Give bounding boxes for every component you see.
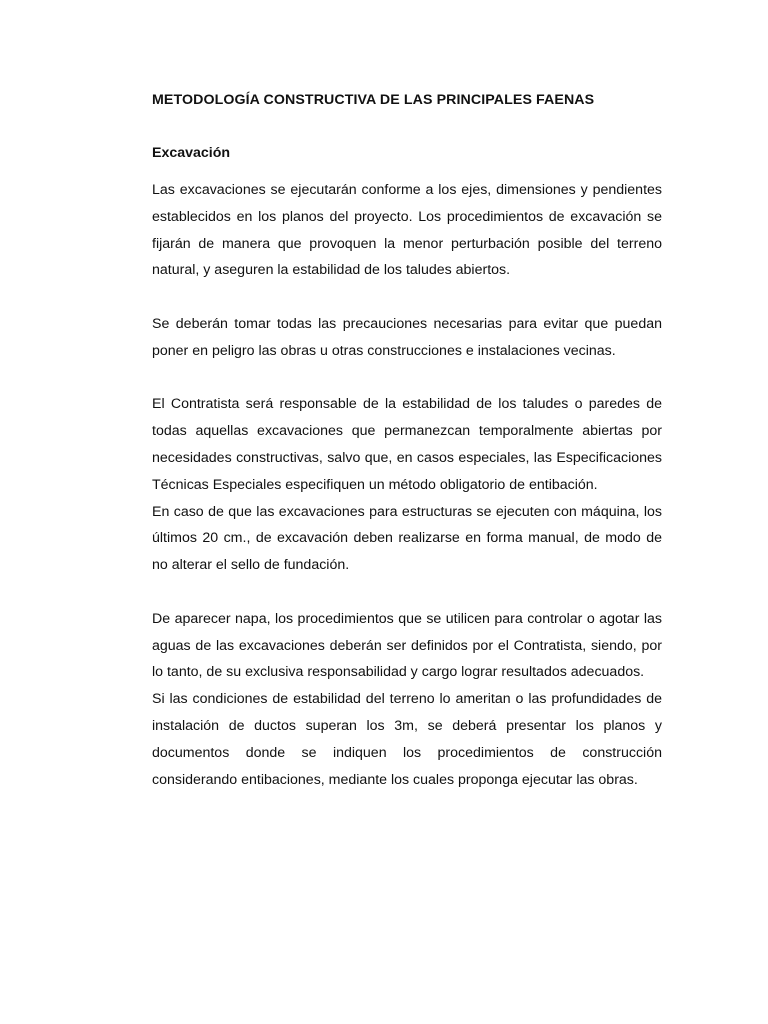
section-heading: Excavación bbox=[152, 145, 231, 161]
document-body bbox=[152, 90, 662, 793]
paragraph: En caso de que las excavaciones para estructuras se ejecuten con máquina, los últimos 20 cm., de excavación deben realizarse en forma manual, de modo de no alterar el sello de fundación. bbox=[152, 503, 662, 574]
paragraph: Las excavaciones se ejecutarán conforme a los ejes, dimensiones y pendientes establecidos en los planos del proyecto. Los procedimientos de excavación se fijarán de manera que provoquen la menor perturbación posible del terreno natural, y aseguren la estabilidad de los taludes abiertos. bbox=[152, 182, 662, 279]
paragraph: De aparecer napa, los procedimientos que se utilicen para controlar o agotar las aguas de las excavaciones deberán ser definidos por el Contratista, siendo, por lo tanto, de su exclusiva responsabilidad y cargo lograr resultados adecuados. bbox=[152, 610, 662, 681]
document-title: METODOLOGÍA CONSTRUCTIVA DE LAS PRINCIPALES FAENAS bbox=[152, 92, 595, 108]
paragraph: Se deberán tomar todas las precauciones necesarias para evitar que puedan poner en peligro las obras u otras construcciones e instalaciones vecinas. bbox=[152, 315, 662, 359]
paragraph: El Contratista será responsable de la estabilidad de los taludes o paredes de todas aquellas excavaciones que permanezcan temporalmente abiertas por necesidades constructivas, salvo que, en casos especiales, las Especificaciones Técnicas Especiales especifiquen un método obligatorio de entibación. bbox=[152, 396, 662, 493]
paragraph: Si las condiciones de estabilidad del terreno lo ameritan o las profundidades de instalación de ductos superan los 3m, se deberá presentar los planos y documentos donde se indiquen los procedimientos de construcción considerando entibaciones, mediante los cuales proponga ejecutar las obras. bbox=[152, 691, 662, 788]
